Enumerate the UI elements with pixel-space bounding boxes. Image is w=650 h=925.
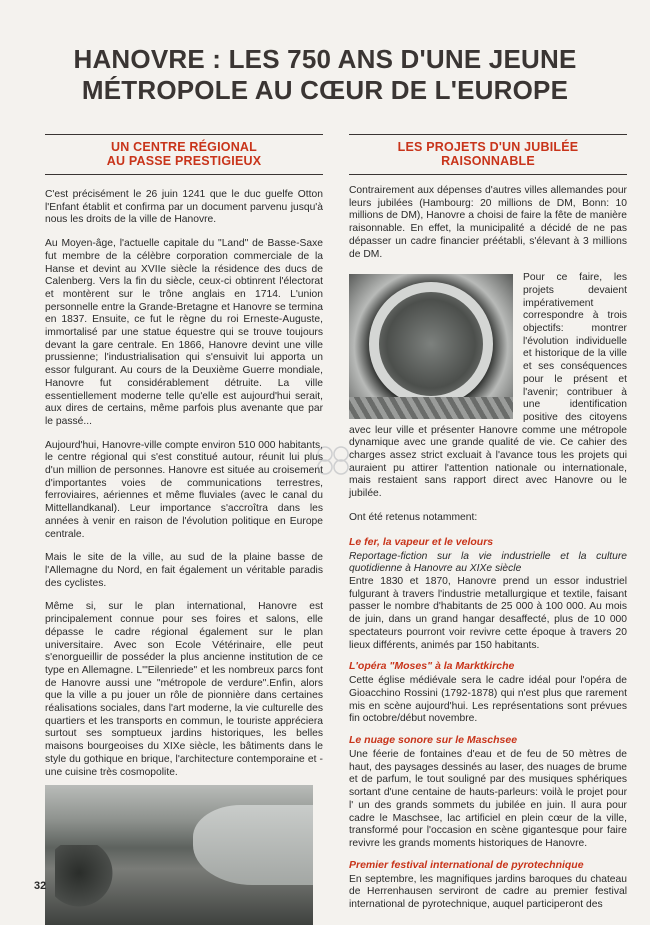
page-title-line-2: MÉTROPOLE AU CŒUR DE L'EUROPE <box>81 75 569 105</box>
left-heading-line-1: UN CENTRE RÉGIONAL <box>111 140 257 154</box>
left-paragraph-2: Au Moyen-âge, l'actuelle capitale du "Land" de Basse-Saxe fut membre de la célèbre corporation commerciale de la Hanse et devint au XVIIe siècle la résidence des ducs de Calenberg. Vers la fin du siècle, ceux-ci obtinrent l'électorat et montèrent sur le trône anglais en 1714. L'union personnelle entre la Grande-Bretagne et Hanovre se termina en 1837. Ensuite, ce fut le règne du roi Erneste-Auguste, immortalisé par une statue équestre qui se trouve toujours devant la gare centrale. En 1866, Hanovre devint une ville prussienne; l'industrialisation qui s'ensuivit lui apporta un essor fulgurant. Au cours de la Deuxième Guerre mondiale, Hanovre fut considérablement détruite. La ville essentiellement moderne telle qu'elle est aujourd'hui serait, aux dires de certains, même parfois plus avenante que par le passé... <box>45 238 323 427</box>
left-paragraph-5: Même si, sur le plan international, Hanovre est principalement connue pour ses foires et salons, elle dépasse le cadre régional également sur le plan universitaire. Avec son Ecole Vétérinaire, elle peut s'enorgueillir de posséder la plus ancienne institution de ce type en Allemagne. L'"Eilenriede" et les nombreux parcs font de Hanovre aussi une "métropole de verdure".Enfin, alors que la ville a pu jouer un rôle de pionnière dans certaines réalisations sociales, dans l'art moderne, la vie culturelle des quartiers et les transports en commun, le touriste appréciera surtout ses somptueux jardins historiques, les belles maisons bourgeoises du XIXe siècle, les bâtiments dans le style du gothique en brique, l'architecture contemporaine et - une cuisine très cosmopolite. <box>45 601 323 778</box>
left-section-heading <box>45 135 323 174</box>
wrap-block <box>349 272 627 501</box>
item-1-title: Le fer, la vapeur et le velours <box>349 535 494 548</box>
left-column <box>45 134 323 925</box>
lens-sculpture-photo <box>349 274 513 419</box>
rope-texture <box>349 397 513 419</box>
right-heading-line-1: LES PROJETS D'UN JUBILÉE <box>397 140 579 154</box>
retained-intro: Ont été retenus notamment: <box>349 511 478 523</box>
item-4-body: En septembre, les magnifiques jardins baroques du chateau de Herrenhausen serviront de cadre au premier festival international de pyrotechnique, auquel participeront des <box>349 873 627 911</box>
left-paragraph-1: C'est précisément le 26 juin 1241 que le duc guelfe Otton l'Enfant établit et confirma par un document parvenu jusqu'à nous les droits de la ville de Hanovre. <box>45 189 323 226</box>
item-1-body: Entre 1830 et 1870, Hanovre prend un essor industriel fulgurant à travers l'industrie metallurgique et textile, faisant passer le nombre d'habitants de 25 000 à 100 000. Au mois de juin, dans un grand hangar desaffecté, plus de 10 000 spectateurs pourront voir revivre cette époque à travers 20 lieux différents, animés par 150 habitants. <box>349 575 627 651</box>
right-column <box>349 134 627 920</box>
right-wrap-text: Pour ce faire, les projets devaient impérativement correspondre à trois objectifs: montrer l'évolution individuelle et historique de la ville et ses conséquences pour le présent et l'avenir; contribuer à une identification positive des citoyens avec leur ville et présenter Hanovre comme une métropole dynamique avec une grande qualité de vie. Ce cahier des charges assez strict excluait à l'avance tous les projets qui auraient pu attirer l'attention nationale ou internationale, mais restaient sans rapport direct avec Hanovre ou le jubilée. <box>349 272 627 500</box>
right-heading-bottom-rule <box>349 174 627 175</box>
item-3-body: Une féerie de fontaines d'eau et de feu de 50 mètres de haut, des paysages dessinés au laser, des nuages de brume et de parfum, le tout souligné par des musiques sphériques sortant d'une centaine de hauts-parleurs: voilà le projet pour l' un des grands sommets du jubilée en juin. Il aura pour cadre le Maschsee, lac artificiel en plein cœur de la ville, transformé pour l'occasion en scène gigantesque pour faire revivre les grands moments historiques de Hanovre. <box>349 749 627 849</box>
left-heading-bottom-rule <box>45 174 323 175</box>
left-paragraph-3: Aujourd'hui, Hanovre-ville compte environ 510 000 habitants, le centre régional qui s'est constitué autour, réunit lui plus d'un million de personnes. Hanovre est située au croisement d'importantes voies de communications terrestres, ferroviaires, aériennes et même fluviales (avec le canal du Mittellandkanal). Leur importance s'accroîtra dans les années à venir en raison de l'évolution politique en Europe centrale. <box>45 439 323 540</box>
watermark-logo-icon <box>316 445 350 475</box>
page-number: 32 <box>34 880 47 892</box>
item-2-title: L'opéra "Moses" à la Marktkirche <box>349 660 515 673</box>
item-3-title: Le nuage sonore sur le Maschsee <box>349 734 518 747</box>
right-section-heading <box>349 135 627 174</box>
item-1-lead: Reportage-fiction sur la vie industrielle et la culture quotidienne à Hanovre au XIXe siècle <box>349 550 627 575</box>
item-4-title: Premier festival international de pyrotechnique <box>349 858 584 871</box>
city-aerial-photo <box>45 785 313 925</box>
right-intro: Contrairement aux dépenses d'autres villes allemandes pour leurs jubilées (Hambourg: 20 millions de DM, Bonn: 10 millions de DM), Hanovre a choisi de faire la fête de manière raisonnable. En effet, la municipalité a décidé de ne pas dépasser un cadre financier préétabli, s'élevant à 3 millions de DM. <box>349 185 627 260</box>
left-paragraph-4: Mais le site de la ville, au sud de la plaine basse de l'Allemagne du Nord, en fait également un véritable paradis des cyclistes. <box>45 552 323 589</box>
lake-area <box>193 805 313 885</box>
right-heading-line-2: RAISONNABLE <box>441 154 535 168</box>
page-title <box>40 44 610 106</box>
left-heading-line-2: AU PASSE PRESTIGIEUX <box>106 154 262 168</box>
tree-area <box>55 845 115 915</box>
page-title-line-1: HANOVRE : LES 750 ANS D'UNE JEUNE <box>73 44 577 74</box>
lens-ring <box>369 282 493 406</box>
item-2-body: Cette église médiévale sera le cadre idéal pour l'opéra de Gioacchino Rossini (1792-1878) qui n'est plus que rarement mis en scène aujourd'hui. Les représentations sont prévues fin octobre/début novembre. <box>349 675 627 725</box>
